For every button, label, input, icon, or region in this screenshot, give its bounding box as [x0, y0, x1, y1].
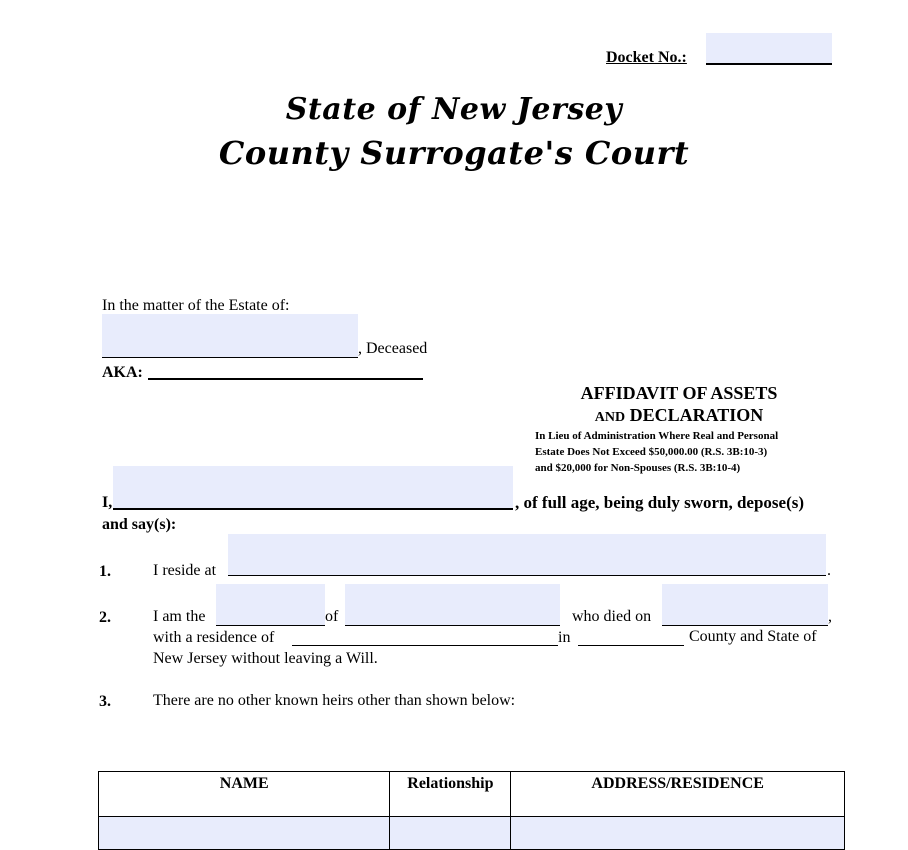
item2-county-state: County and State of	[689, 628, 817, 645]
item2-in: in	[558, 629, 571, 646]
heir-name-input[interactable]	[99, 817, 389, 849]
item3-label: There are no other known heirs other than shown below:	[153, 692, 516, 709]
residence-address-input[interactable]	[228, 534, 826, 576]
item2-number: 2.	[99, 609, 111, 626]
affidavit-title-line2	[540, 405, 818, 426]
item2-comma: ,	[828, 608, 832, 625]
county-input[interactable]	[578, 645, 684, 646]
declarant-prefix: I,	[102, 494, 113, 511]
aka-label: AKA:	[102, 364, 143, 381]
item3-number: 3.	[99, 693, 111, 710]
column-name: NAME	[99, 772, 390, 817]
title-court: County Surrogate's Court	[218, 134, 690, 172]
affidavit-title-line1: AFFIDAVIT OF ASSETS	[580, 383, 778, 403]
estate-matter-label: In the matter of the Estate of:	[102, 297, 290, 314]
docket-number-input[interactable]	[706, 33, 832, 63]
item1-number: 1.	[99, 563, 111, 580]
declarant-name-input[interactable]	[113, 466, 513, 508]
deceased-name-underline	[345, 625, 560, 626]
heir-address-input[interactable]	[511, 817, 844, 849]
heir-name-cell[interactable]	[99, 817, 390, 850]
decedent-name-underline	[102, 357, 358, 358]
date-of-death-underline	[662, 625, 828, 626]
affidavit-subtitle-3: and $20,000 for Non-Spouses (R.S. 3B:10-4)	[535, 462, 741, 474]
affidavit-title-declaration: DECLARATION	[625, 405, 764, 425]
docket-label: Docket No.:	[606, 49, 687, 66]
item1-end: .	[827, 562, 831, 579]
deceased-suffix: , Deceased	[358, 340, 428, 357]
residence-address-underline	[228, 575, 826, 576]
affidavit-subtitle-2: Estate Does Not Exceed $50,000.00 (R.S. 3B:10-3)	[535, 446, 768, 458]
item2-line3: New Jersey without leaving a Will.	[153, 650, 378, 667]
relationship-underline	[216, 625, 325, 626]
item1-label: I reside at	[153, 562, 217, 579]
relationship-input[interactable]	[216, 584, 325, 626]
docket-underline	[706, 63, 832, 65]
title-state: State of New Jersey	[285, 92, 623, 127]
declarant-line2: and say(s):	[102, 516, 177, 533]
item2-with-residence: with a residence of	[153, 629, 275, 646]
heirs-table-header	[99, 772, 845, 817]
aka-input[interactable]	[148, 378, 423, 380]
affidavit-title-and: AND	[594, 410, 626, 425]
heirs-table	[98, 771, 845, 850]
decedent-name-input[interactable]	[102, 314, 358, 358]
declarant-name-underline	[113, 508, 513, 510]
deceased-name-input[interactable]	[345, 584, 560, 626]
date-of-death-input[interactable]	[662, 584, 828, 626]
item2-who-died-on: who died on	[572, 608, 652, 625]
heir-relationship-cell[interactable]	[390, 817, 511, 850]
deceased-residence-input[interactable]	[292, 645, 558, 646]
heir-address-cell[interactable]	[511, 817, 845, 850]
column-address: ADDRESS/RESIDENCE	[511, 772, 845, 817]
item2-label: I am the	[153, 608, 206, 625]
declarant-suffix: , of full age, being duly sworn, depose(s)	[515, 493, 805, 512]
heir-relationship-input[interactable]	[390, 817, 510, 849]
affidavit-subtitle-1: In Lieu of Administration Where Real and Personal	[535, 430, 779, 442]
column-relationship: Relationship	[390, 772, 511, 817]
item2-of: of	[325, 608, 339, 625]
table-row	[99, 817, 845, 850]
